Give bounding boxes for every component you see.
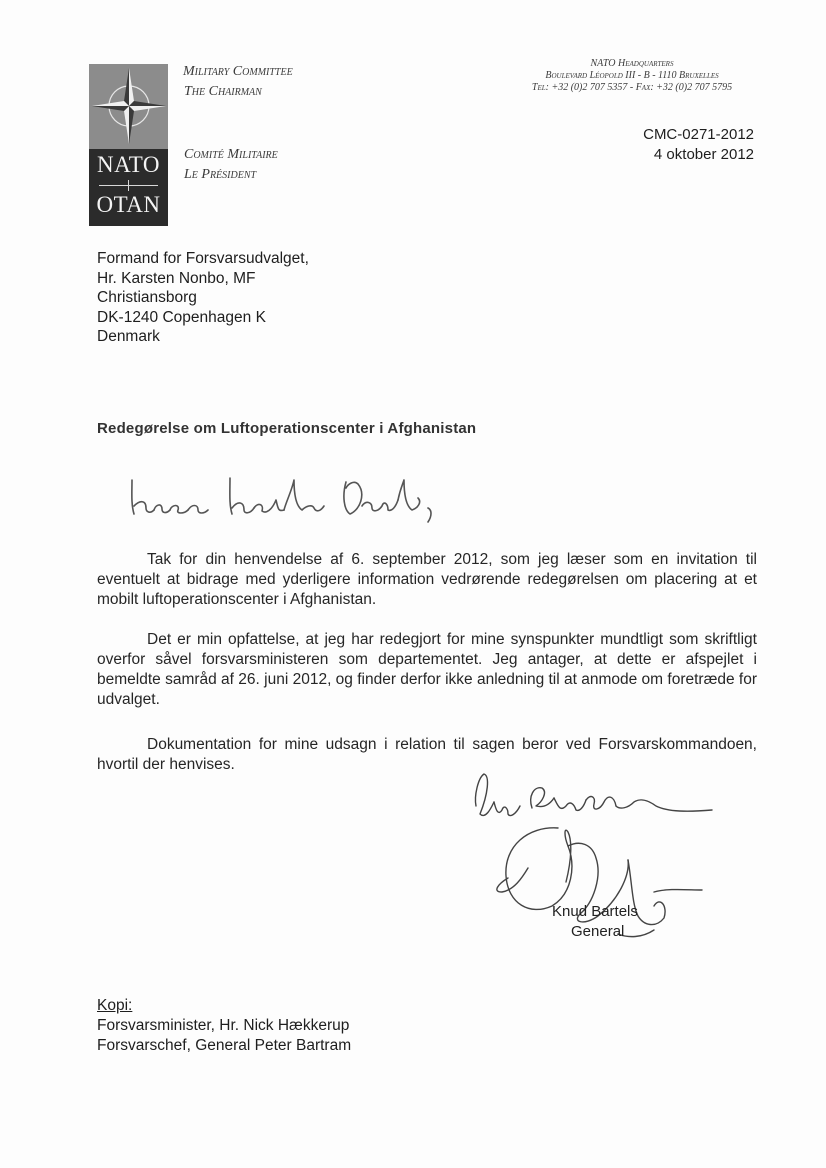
title-en: The Chairman (184, 84, 262, 99)
title-fr: Le Président (184, 167, 257, 182)
recipient-line: Christiansborg (97, 289, 197, 306)
logo-text-otan: OTAN (96, 192, 161, 217)
handwritten-salutation (126, 470, 446, 526)
org-name-en: Military Committee (183, 64, 293, 79)
hq-street: Boulevard Léopold III - B - 1110 Bruxelles (545, 70, 719, 81)
signatory-name: Knud Bartels (552, 903, 638, 920)
recipient-line: DK-1240 Copenhagen K (97, 308, 266, 326)
logo-divider-tick (128, 180, 129, 191)
recipient-address (97, 249, 309, 347)
copy-list (97, 996, 351, 1056)
copy-recipient: Forsvarsminister, Hr. Nick Hækkerup (97, 1017, 350, 1034)
recipient-line: Formand for Forsvarsudvalget, (97, 250, 309, 267)
recipient-line: Denmark (97, 328, 160, 345)
hq-name: NATO Headquarters (590, 58, 674, 69)
subject-line: Redegørelse om Luftoperationscenter i Afghanistan (97, 420, 477, 437)
logo-text-nato: NATO (97, 152, 160, 177)
nato-compass-star-icon (89, 64, 168, 149)
reference-number: CMC-0271-2012 (643, 126, 754, 143)
nato-logo (89, 64, 168, 226)
hq-address-block (508, 58, 756, 94)
recipient-line: Hr. Karsten Nonbo, MF (97, 269, 256, 287)
body-paragraph-2: Det er min opfattelse, at jeg har redegjort for mine synspunkter mundtligt som skriftligt overfor såvel forsvarsministeren som departementet. Jeg antager, at dette er afspejlet i bemeldte samråd af 26. juni 2012, og finder derfor ikke anledning til at anmode om foretræde for udvalget. (97, 631, 757, 708)
copy-heading: Kopi: (97, 997, 133, 1014)
signatory-rank: General (571, 923, 625, 940)
body-paragraph-3: Dokumentation for mine udsagn i relation til sagen beror ved Forsvarskommandoen, hvortil der henvises. (97, 736, 757, 773)
body-paragraph-1: Tak for din henvendelse af 6. september 2012, som jeg læser som en invitation til eventuelt at bidrage med yderligere information vedrørende redegørelsen om placering at et mobilt luftoperationscenter i Afghanistan. (97, 551, 757, 608)
hq-phone-fax: Tel: +32 (0)2 707 5357 - Fax: +32 (0)2 707 5795 (531, 82, 733, 93)
letter-date: 4 oktober 2012 (653, 146, 754, 163)
org-name-fr: Comité Militaire (184, 147, 278, 162)
copy-recipient: Forsvarschef, General Peter Bartram (97, 1037, 352, 1054)
